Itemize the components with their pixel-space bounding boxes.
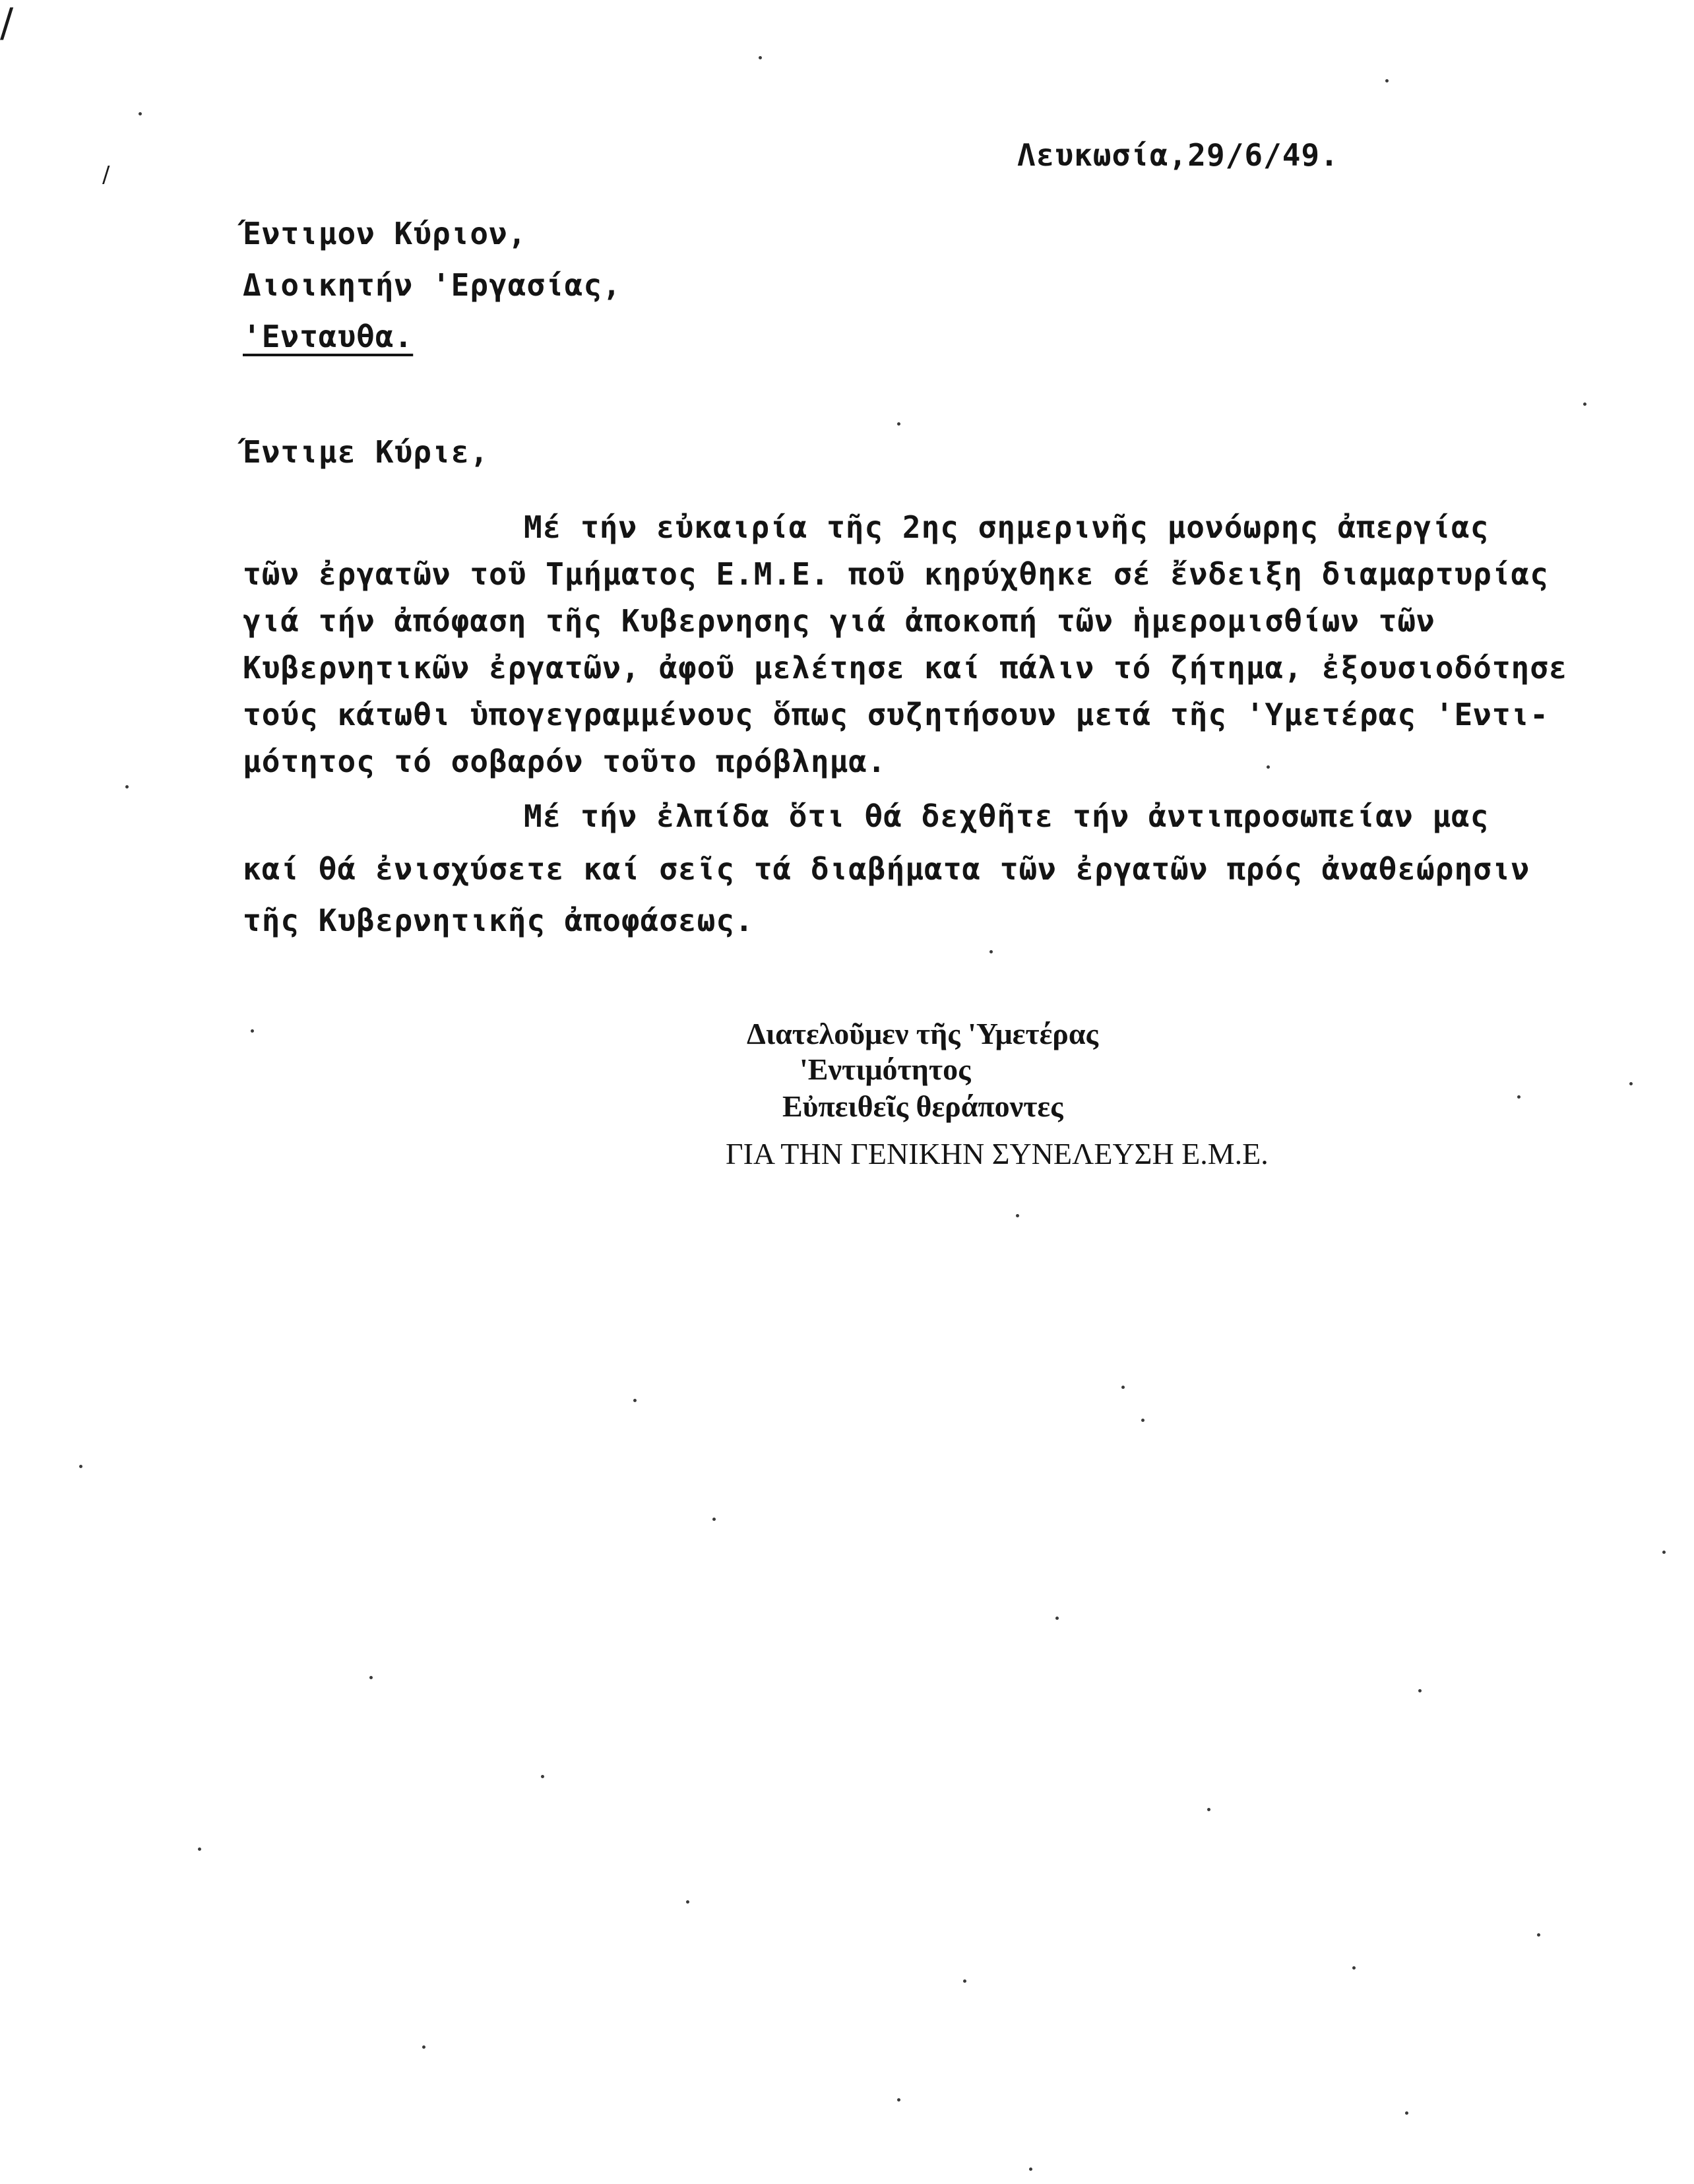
letter-date: Λευκωσία,29/6/49. <box>1017 137 1339 173</box>
closing-line-2: 'Εντιμότητος <box>800 1052 971 1086</box>
closing-line-3: Εὐπειθεῖς θεράποντες <box>782 1089 1063 1123</box>
paragraph-2-line-2: καί θά ἐνισχύσετε καί σεῖς τά διαβήματα τῶν ἐργατῶν πρός ἀναθεώρησιν <box>243 851 1530 887</box>
closing-line-1: Διατελοῦμεν τῆς 'Υμετέρας <box>747 1017 1098 1050</box>
recipient-line-2: Διοικητήν 'Εργασίας, <box>243 267 621 303</box>
salutation: Έντιμε Κύριε, <box>243 434 489 470</box>
paragraph-1-line-6: μότητος τό σοβαρόν τοῦτο πρόβλημα. <box>243 744 887 779</box>
paragraph-1-line-2: τῶν ἐργατῶν τοῦ Τμήματος Ε.Μ.Ε. ποῦ κηρύχθηκε σέ ἔνδειξη διαμαρτυρίας <box>243 556 1549 592</box>
paragraph-1-line-1: Μέ τήν εὐκαιρία τῆς 2ης σημερινῆς μονόωρης ἀπεργίας <box>524 509 1490 545</box>
margin-tick-mark: / <box>102 162 111 188</box>
signatory-organization: ΓΙΑ ΤΗΝ ΓΕΝΙΚΗΝ ΣΥΝΕΛΕΥΣΗ Ε.Μ.Ε. <box>726 1137 1269 1171</box>
corner-scan-mark: / <box>0 0 15 46</box>
paragraph-2-line-3: τῆς Κυβερνητικῆς ἀποφάσεως. <box>243 903 754 938</box>
paragraph-1-line-5: τούς κάτωθι ὑπογεγραμμένους ὅπως συζητήσουν μετά τῆς 'Υμετέρας 'Εντι- <box>243 697 1549 732</box>
recipient-line-1: Έντιμον Κύριον, <box>243 216 527 251</box>
paragraph-1-line-3: γιά τήν ἀπόφαση τῆς Κυβερνησης γιά ἀποκοπή τῶν ἡμερομισθίων τῶν <box>243 603 1435 639</box>
recipient-line-3: 'Ενταυθα. <box>243 319 414 354</box>
paragraph-2-line-1: Μέ τήν ἐλπίδα ὅτι θά δεχθῆτε τήν ἀντιπροσωπείαν μας <box>524 798 1490 834</box>
paragraph-1-line-4: Κυβερνητικῶν ἐργατῶν, ἀφοῦ μελέτησε καί πάλιν τό ζήτημα, ἐξουσιοδότησε <box>243 650 1568 686</box>
